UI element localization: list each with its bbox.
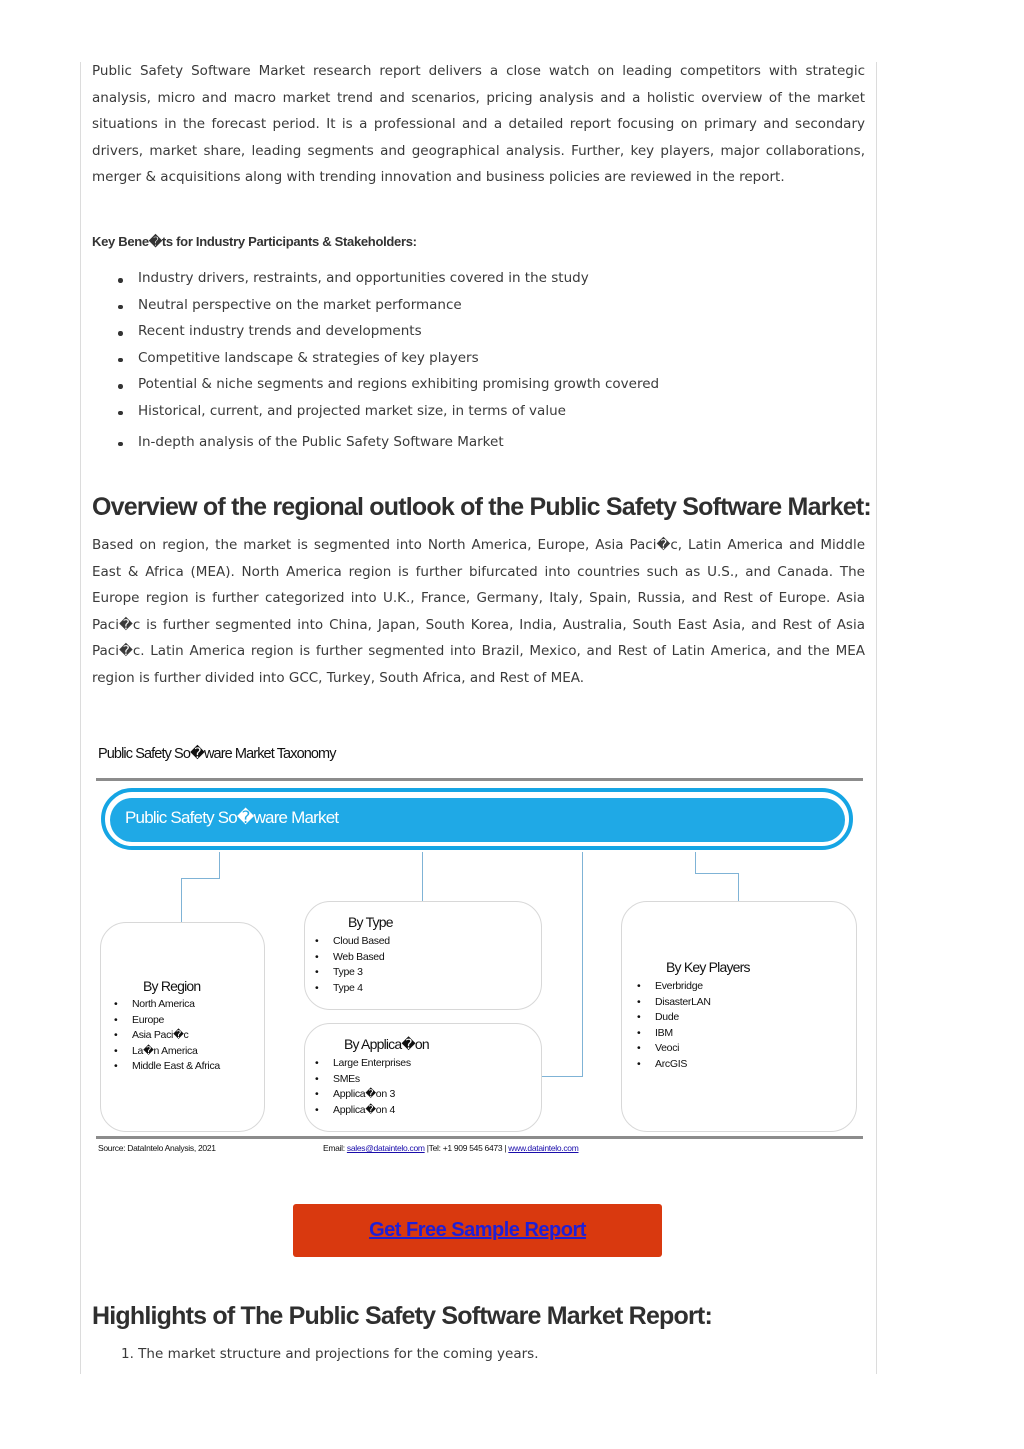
email-label: Email:	[323, 1143, 345, 1153]
list-item: Neutral perspective on the market performance	[118, 292, 659, 319]
list-item: Competitive landscape & strategies of key players	[118, 345, 659, 372]
bullet-icon	[118, 331, 123, 336]
contact-line	[323, 1143, 579, 1153]
connector-line	[219, 852, 220, 878]
list-item: • Middle East & Africa	[114, 1059, 220, 1075]
by-key-players-list	[637, 979, 711, 1073]
list-item: • Asia Paci�c	[114, 1028, 220, 1044]
regional-outlook-paragraph: Based on region, the market is segmented into North America, Europe, Asia Paci�c, Latin America and Middle East & Africa (MEA). North America region is further bifurcated into countries such as U.S., and Canada. The Europe region is further categorized into U.K., France, Germany, Italy, Spain, Russia, and Rest of Europe. Asia Paci�c is further segmented into China, Japan, South Korea, India, Australia, South East Asia, and Rest of Asia Paci�c. Latin America region is further segmented into Brazil, Mexico, and Rest of Latin America, and the MEA region is further divided into GCC, Turkey, South Africa, and Rest of MEA.	[92, 537, 865, 686]
connector-line	[695, 873, 739, 874]
by-region-list	[114, 997, 220, 1075]
list-item: Recent industry trends and developments	[118, 318, 659, 345]
connector-line	[422, 852, 423, 901]
list-item: • Applica�on 3	[315, 1087, 411, 1103]
source-note: Source: DataIntelo Analysis, 2021	[98, 1143, 216, 1153]
by-type-list	[315, 934, 390, 996]
list-item: Industry drivers, restraints, and opportunities covered in the study	[118, 265, 659, 292]
bullet-icon	[118, 442, 123, 447]
sample-report-button[interactable]	[293, 1204, 662, 1257]
list-item: • Veoci	[637, 1041, 711, 1057]
regional-outlook-heading: Overview of the regional outlook of the Public Safety Software Market:	[92, 493, 871, 521]
list-item: • Web Based	[315, 950, 390, 966]
list-item: • DisasterLAN	[637, 995, 711, 1011]
by-type-title: By Type	[348, 914, 393, 930]
intro-paragraph: Public Safety Software Market research report delivers a close watch on leading competitors with strategic analysis, micro and macro market trend and scenarios, pricing analysis and a holistic overview of the market situations in the forecast period. It is a professional and a detailed report focusing on primary and secondary drivers, market share, leading segments and geographical analysis. Further, key players, major collaborations, merger & acquisitions along with trending innovation and business policies are reviewed in the report.	[92, 63, 865, 185]
email-link[interactable]: sales@dataintelo.com	[346, 1143, 425, 1153]
connector-line	[582, 852, 583, 1076]
list-item: • Dude	[637, 1010, 711, 1026]
sample-report-link[interactable]: Get Free Sample Report	[369, 1219, 586, 1241]
bullet-icon	[118, 278, 123, 283]
list-item: • ArcGIS	[637, 1057, 711, 1073]
by-application-title: By Applica�on	[344, 1036, 429, 1052]
connector-line	[738, 873, 739, 901]
connector-line	[181, 878, 220, 879]
list-item: Historical, current, and projected market size, in terms of value	[118, 398, 659, 425]
bullet-icon	[118, 384, 123, 389]
list-item: • Europe	[114, 1013, 220, 1029]
list-item: • Applica�on 4	[315, 1103, 411, 1119]
connector-line	[695, 852, 696, 873]
market-banner-label: Public Safety So�ware Market	[125, 808, 339, 827]
highlights-heading: Highlights of The Public Safety Software Market Report:	[92, 1302, 712, 1330]
by-application-list	[315, 1056, 411, 1118]
list-item: • IBM	[637, 1026, 711, 1042]
page-frame	[80, 62, 877, 1374]
connector-line	[540, 1076, 583, 1077]
list-item: • Type 4	[315, 981, 390, 997]
bullet-icon	[118, 305, 123, 310]
by-key-players-title: By Key Players	[666, 959, 750, 975]
list-item: • Cloud Based	[315, 934, 390, 950]
taxonomy-title: Public Safety So�ware Market Taxonomy	[98, 746, 336, 762]
bullet-icon	[118, 411, 123, 416]
connector-line	[181, 878, 182, 922]
highlight-item: 1. The market structure and projections for the coming years.	[121, 1346, 539, 1362]
list-item: • Type 3	[315, 965, 390, 981]
list-item: In-depth analysis of the Public Safety Software Market	[118, 429, 659, 456]
list-item: • Large Enterprises	[315, 1056, 411, 1072]
list-item: Potential & niche segments and regions exhibiting promising growth covered	[118, 371, 659, 398]
taxonomy-bottom-rule	[96, 1136, 863, 1139]
tel-text: |Tel: +1 909 545 6473 |	[426, 1143, 507, 1153]
list-item: • North America	[114, 997, 220, 1013]
list-item: • Everbridge	[637, 979, 711, 995]
list-item: • La�n America	[114, 1044, 220, 1060]
key-benefits-list	[118, 265, 659, 455]
taxonomy-top-rule	[96, 778, 863, 781]
bullet-icon	[118, 358, 123, 363]
key-benefits-title: Key Bene�ts for Industry Participants & Stakeholders:	[92, 234, 417, 249]
website-link[interactable]: www.dataintelo.com	[508, 1143, 579, 1153]
list-item: • SMEs	[315, 1072, 411, 1088]
by-region-title: By Region	[143, 978, 201, 994]
